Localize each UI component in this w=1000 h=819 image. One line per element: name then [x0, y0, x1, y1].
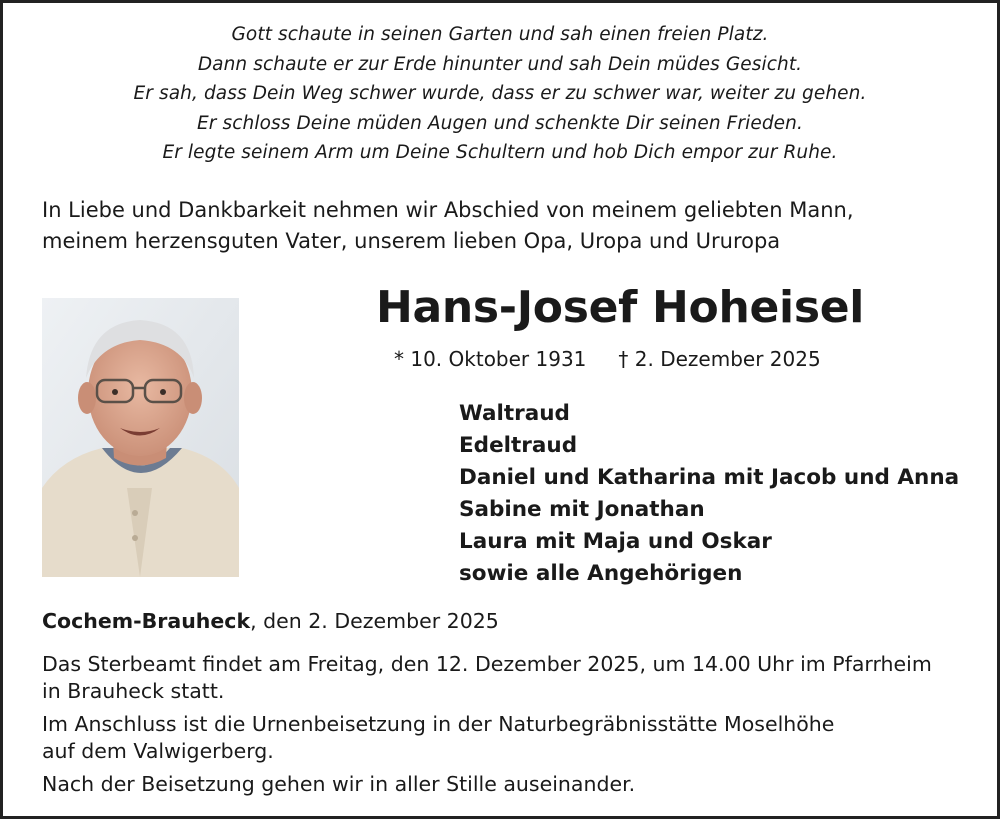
service-line: Das Sterbeamt findet am Freitag, den 12. Dezember 2025, um 14.00 Uhr im Pfarrheim [42, 652, 932, 676]
mourner: Edeltraud [459, 433, 578, 458]
mourner: sowie alle Angehörigen [459, 561, 743, 586]
life-dates [394, 347, 821, 371]
poem-line: Er schloss Deine müden Augen und schenkte Dir seinen Frieden. [197, 112, 803, 134]
deceased-name: Hans-Josef Hoheisel [375, 282, 865, 333]
birth-date: * 10. Oktober 1931 [394, 347, 587, 371]
service-details [42, 651, 932, 798]
mourner: Laura mit Maja und Oskar [459, 529, 772, 554]
portrait-photo [42, 298, 239, 577]
death-date: † 2. Dezember 2025 [618, 347, 821, 371]
place-date: , den 2. Dezember 2025 [250, 609, 499, 633]
poem-line: Er legte seinem Arm um Deine Schultern und hob Dich empor zur Ruhe. [162, 142, 838, 163]
mourner: Daniel und Katharina mit Jacob und Anna [459, 465, 960, 490]
intro-line: meinem herzensguten Vater, unserem lieben Opa, Uropa und Ururopa [42, 228, 781, 253]
mourners-list [459, 398, 959, 590]
closing-line: Nach der Beisetzung gehen wir in aller Stille auseinander. [42, 772, 636, 796]
burial-line: Im Anschluss ist die Urnenbeisetzung in der Naturbegräbnisstätte Moselhöhe [42, 712, 835, 736]
place-town: Cochem-Brauheck [42, 609, 251, 633]
place-and-date [42, 609, 499, 633]
intro-text [42, 195, 854, 256]
poem [0, 20, 1000, 168]
poem-line: Gott schaute in seinen Garten und sah einen freien Platz. [231, 24, 769, 45]
burial-line: auf dem Valwigerberg. [42, 739, 274, 763]
intro-line: In Liebe und Dankbarkeit nehmen wir Abschied von meinem geliebten Mann, [42, 198, 854, 222]
poem-line: Dann schaute er zur Erde hinunter und sah Dein müdes Gesicht. [197, 53, 803, 75]
service-line: in Brauheck statt. [42, 679, 225, 703]
mourner: Waltraud [459, 401, 570, 426]
poem-line: Er sah, dass Dein Weg schwer wurde, dass er zu schwer war, weiter zu gehen. [133, 83, 867, 104]
mourner: Sabine mit Jonathan [459, 497, 705, 522]
